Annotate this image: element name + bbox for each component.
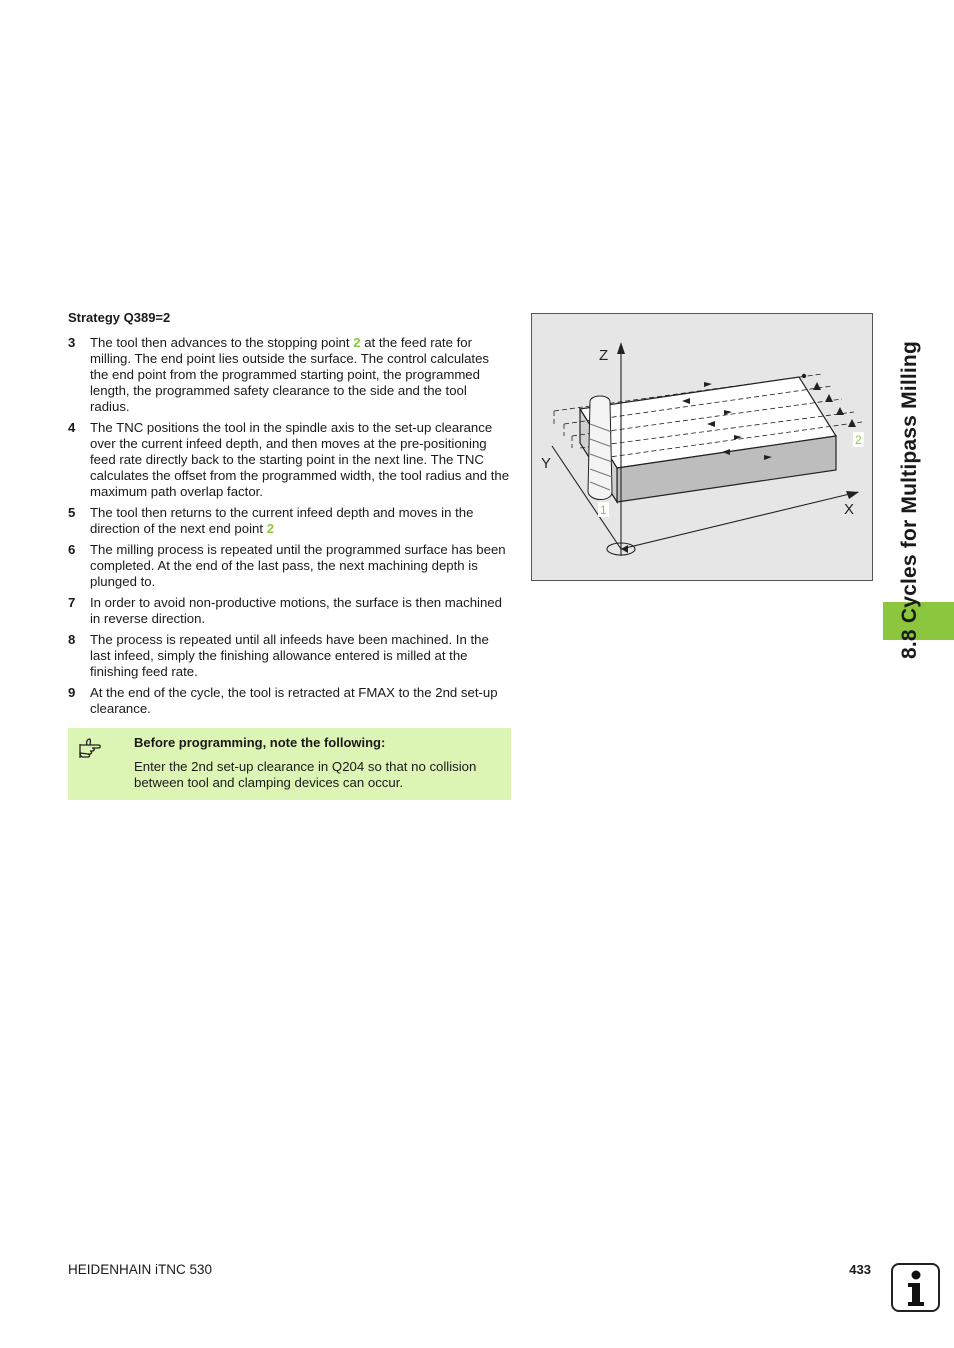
step-text: The milling process is repeated until the programmed surface has been completed. At the end of the last pass, the next machining depth is plunged to. xyxy=(90,542,506,589)
step-number: 5 xyxy=(68,505,76,520)
info-icon xyxy=(891,1263,940,1312)
step-text: At the end of the cycle, the tool is retracted at FMAX to the 2nd set-up clearance. xyxy=(90,685,498,716)
list-item xyxy=(68,420,510,500)
step-text: The TNC positions the tool in the spindle axis to the set-up clearance over the current infeed depth, and then moves at the pre-positioning feed rate directly back to the starting point in the next line. The TNC calculates the offset from the programmed width, the tool radius and the maximum path overlap factor. xyxy=(90,420,510,499)
axis-x-label: X xyxy=(844,501,855,518)
step-text: In order to avoid non-productive motions, the surface is then machined in reverse direction. xyxy=(90,595,502,626)
step-number: 9 xyxy=(68,685,76,700)
step-number: 4 xyxy=(68,420,76,435)
step-number: 7 xyxy=(68,595,76,610)
milling-diagram xyxy=(532,314,872,580)
step-number: 3 xyxy=(68,335,76,350)
step-number: 6 xyxy=(68,542,76,557)
step-text: The process is repeated until all infeeds have been machined. In the last infeed, simply the finishing allowance entered is milled at the finishing feed rate. xyxy=(90,632,489,679)
side-chapter-title: 8.8 Cycles for Multipass Milling xyxy=(898,341,921,659)
point-2-ref: 2 xyxy=(266,521,275,536)
milling-strategy-figure xyxy=(531,313,873,581)
note-text: Enter the 2nd set-up clearance in Q204 so that no collision between tool and clamping devices can occur. xyxy=(134,759,477,790)
list-item xyxy=(68,505,510,537)
point-2-label: 2 xyxy=(855,433,862,447)
list-item xyxy=(68,595,510,627)
point-1-label: 1 xyxy=(600,503,607,517)
pointing-hand-icon xyxy=(78,736,112,758)
axis-z-label: Z xyxy=(599,347,609,364)
step-list xyxy=(68,335,510,722)
footer-product: HEIDENHAIN iTNC 530 xyxy=(68,1262,213,1277)
list-item xyxy=(68,542,510,590)
page-number: 433 xyxy=(849,1262,871,1277)
list-item xyxy=(68,335,510,415)
z-arrowhead xyxy=(617,342,625,354)
point-2-ref: 2 xyxy=(353,335,361,350)
note-title: Before programming, note the following: xyxy=(134,735,386,750)
milling-tool xyxy=(588,396,612,500)
note-box xyxy=(68,728,511,800)
list-item xyxy=(68,685,510,717)
step-text: The tool then returns to the current infeed depth and moves in the direction of the next end point 2 xyxy=(90,505,474,536)
step-number: 8 xyxy=(68,632,76,647)
section-heading: Strategy Q389=2 xyxy=(68,310,171,325)
axis-y-label: Y xyxy=(541,455,552,472)
x-arrowhead xyxy=(846,491,859,499)
step-text: The tool then advances to the stopping point 2 at the feed rate for milling. The end point lies outside the surface. The control calculates the end point from the programmed starting point, the programmed length, the programmed safety clearance to the side and the tool radius. xyxy=(90,335,490,414)
list-item xyxy=(68,632,510,680)
